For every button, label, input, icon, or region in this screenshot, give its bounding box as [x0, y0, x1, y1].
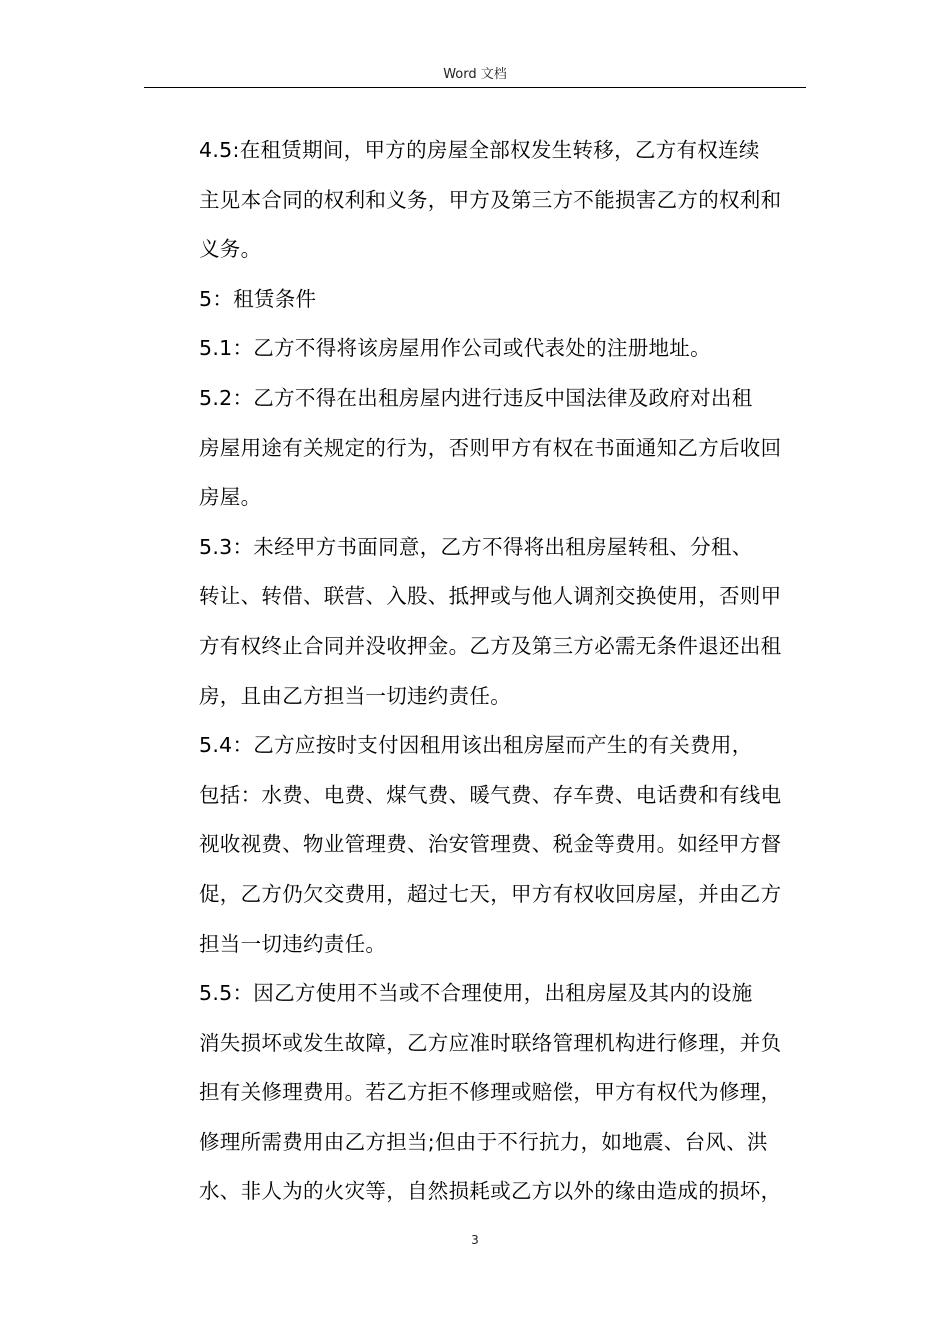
text-line: 房屋。: [199, 485, 262, 510]
text-line: 房，且由乙方担当一切违约责任。: [199, 683, 511, 708]
header-divider: [144, 87, 806, 88]
text-line: 5.5：因乙方使用不当或不合理使用，出租房屋及其内的设施: [199, 981, 753, 1006]
text-line: 促，乙方仍欠交费用，超过七天，甲方有权收回房屋，并由乙方: [199, 881, 782, 906]
document-body: [178, 126, 808, 1217]
paragraph-5-2: [178, 374, 808, 523]
section-heading-5: [178, 275, 808, 325]
text-line: 转让、转借、联营、入股、抵押或与他人调剂交换使用，否则甲: [199, 584, 782, 609]
paragraph-4-5: [178, 126, 808, 275]
text-line: 修理所需费用由乙方担当;但由于不行抗力，如地震、台风、洪: [199, 1129, 768, 1154]
page-header: Word 文档: [443, 67, 507, 82]
text-line: 水、非人为的火灾等，自然损耗或乙方以外的缘由造成的损坏，: [199, 1179, 782, 1204]
text-line: 5.2：乙方不得在出租房屋内进行违反中国法律及政府对出租: [199, 385, 753, 410]
text-line: 5.3：未经甲方书面同意，乙方不得将出租房屋转租、分租、: [199, 534, 753, 559]
text-line: 消失损坏或发生故障，乙方应准时联络管理机构进行修理，并负: [199, 1030, 782, 1055]
text-line: 义务。: [199, 237, 262, 262]
text-line: 5.4：乙方应按时支付因租用该出租房屋而产生的有关费用，: [199, 733, 753, 758]
text-line: 担当一切违约责任。: [199, 931, 387, 956]
paragraph-5-3: [178, 523, 808, 721]
text-line: 5：租赁条件: [199, 286, 317, 311]
text-line: 方有权终止合同并没收押金。乙方及第三方必需无条件退还出租: [199, 633, 782, 658]
text-line: 5.1：乙方不得将该房屋用作公司或代表处的注册地址。: [199, 336, 711, 361]
paragraph-5-1: [178, 324, 808, 374]
text-line: 担有关修理费用。若乙方拒不修理或赔偿，甲方有权代为修理，: [199, 1080, 782, 1105]
text-line: 主见本合同的权利和义务，甲方及第三方不能损害乙方的权利和: [199, 187, 782, 212]
text-line: 包括：水费、电费、煤气费、暖气费、存车费、电话费和有线电: [199, 782, 782, 807]
text-line: 房屋用途有关规定的行为，否则甲方有权在书面通知乙方后收回: [199, 435, 782, 460]
paragraph-5-4: [178, 721, 808, 969]
page-number: 3: [471, 1233, 479, 1247]
text-line: 视收视费、物业管理费、治安管理费、税金等费用。如经甲方督: [199, 832, 782, 857]
paragraph-5-5: [178, 969, 808, 1217]
text-line: 4.5:在租赁期间，甲方的房屋全部权发生转移，乙方有权连续: [199, 138, 760, 162]
